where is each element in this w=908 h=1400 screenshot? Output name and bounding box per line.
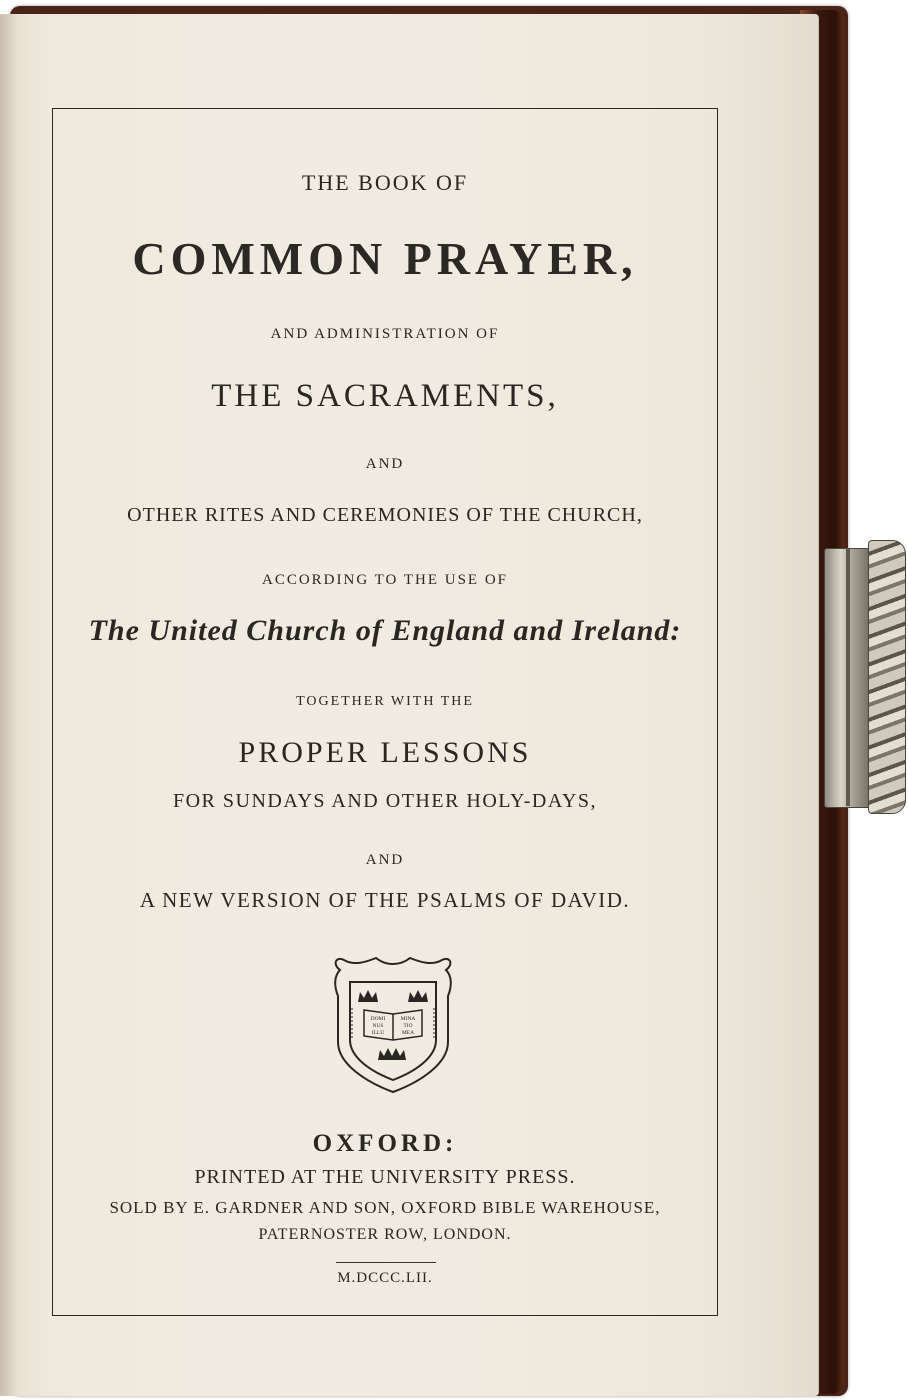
title-proper-lessons: PROPER LESSONS [238,736,532,769]
imprint-divider [336,1262,436,1263]
title-sacraments: THE SACRAMENTS, [211,378,559,414]
seal-motto-1: DOMI [370,1016,386,1022]
title-line-according: ACCORDING TO THE USE OF [261,572,509,588]
imprint-date: M.DCCC.LII. [337,1270,433,1286]
imprint-place: OXFORD: [312,1130,458,1157]
imprint-printer: PRINTED AT THE UNIVERSITY PRESS. [194,1166,576,1188]
title-line-and-2: AND [365,852,405,868]
seal-motto-3: ILLU [371,1030,385,1036]
title-line-psalms: A NEW VERSION OF THE PSALMS OF DAVID. [139,888,631,912]
imprint-address: PATERNOSTER ROW, LONDON. [258,1226,512,1243]
page-gutter-shadow [0,14,18,1396]
title-line-administration: AND ADMINISTRATION OF [270,326,500,342]
oxford-university-seal [330,956,456,1096]
clasp-ornament [868,540,906,814]
title-line-rites: OTHER RITES AND CEREMONIES OF THE CHURCH, [127,504,643,526]
clasp-hinge [846,548,850,806]
title-line-book-of: THE BOOK OF [301,170,469,195]
imprint-seller: SOLD BY E. GARDNER AND SON, OXFORD BIBLE WAREHOUSE, [109,1198,661,1217]
title-common-prayer: COMMON PRAYER, [132,233,638,284]
seal-motto-6: MEA [401,1030,415,1036]
title-line-together: TOGETHER WITH THE [296,694,474,709]
title-line-sundays: FOR SUNDAYS AND OTHER HOLY-DAYS, [172,790,598,812]
seal-motto-4: MINA [400,1016,416,1022]
seal-motto-2: NUS [372,1023,384,1029]
seal-motto-5: TIO [403,1023,413,1029]
title-line-united-church: The United Church of England and Ireland: [88,614,682,647]
title-line-and-1: AND [365,456,405,472]
